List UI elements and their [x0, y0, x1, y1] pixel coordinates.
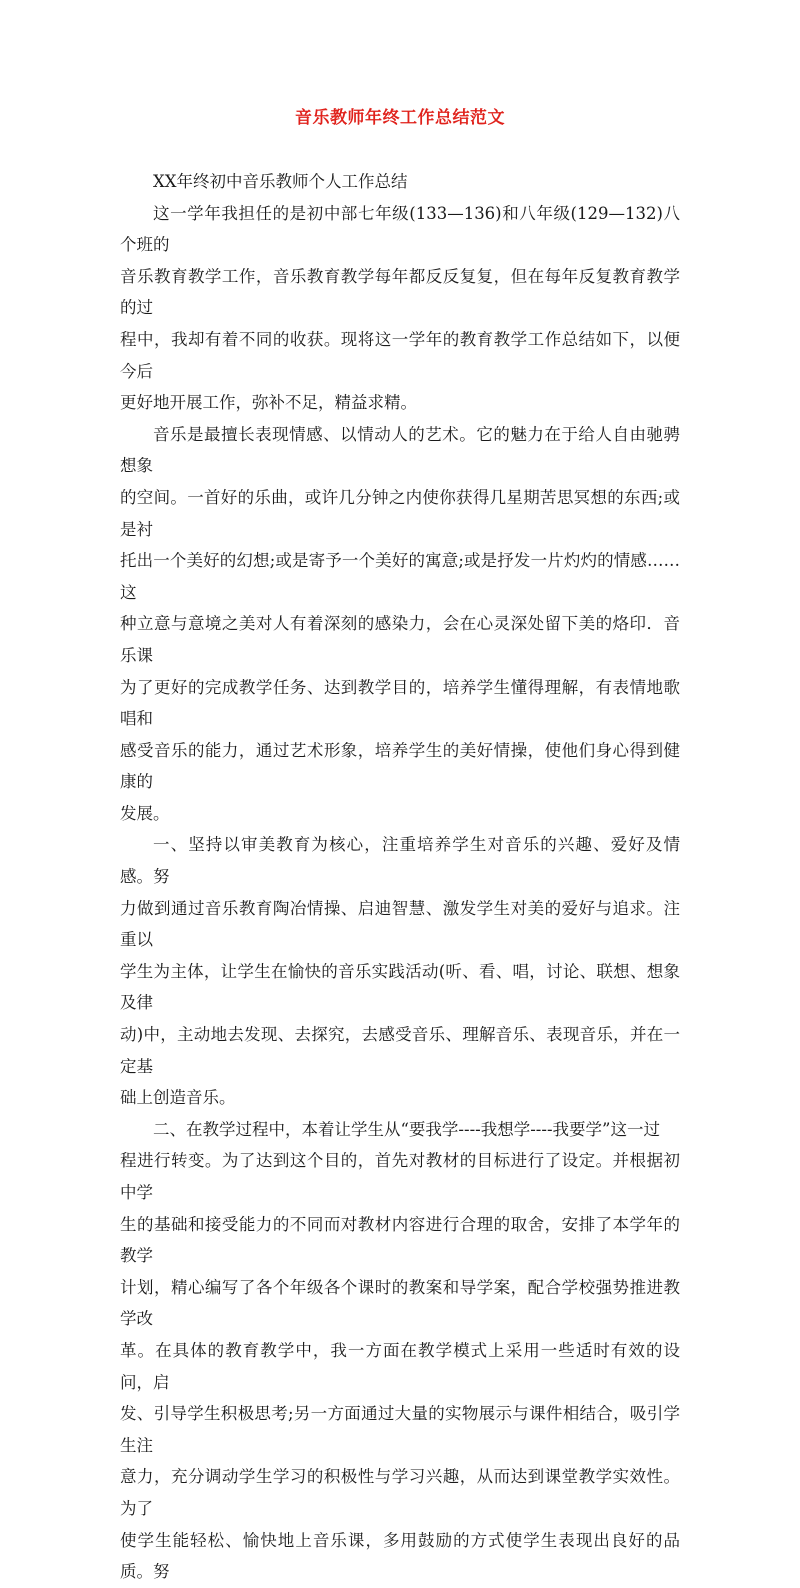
paragraph-section-two: 二、在教学过程中，本着让学生从“要我学----我想学----我要学”这一过 程进行转变。为了达到这个目的，首先对教材的目标进行了设定。并根据初中学 生的基础和接受能力的不同而对教材内容进行合理的取舍，安排了本学年的教学 计划，精心编写了各个年级各个课时的教案和导学案，配合学校强势推进教学改 革。在具体的教育教学中，我一方面在教学模式上采用一些适时有效的设问，启 发、引导学生积极思考;另一方面通过大量的实物展示与课件相结合，吸引学生注 意力，充分调动学生学习的积极性与学习兴趣，从而达到课堂教学实效性。为了 使学生能轻松、愉快地上音乐课，多用鼓励的方式使学生表现出良好的品质。努 — [120, 1119, 680, 1582]
document-title: 音乐教师年终工作总结范文 — [295, 108, 505, 128]
paragraph-intro: 这一学年我担任的是初中部七年级(133—136)和八年级(129—132)八个班的 音乐教育教学工作，音乐教育教学每年都反反复复，但在每年反复教育教学的过 程中，我却有着不同的收获。现将这一学年的教育教学工作总结如下，以便今后 更好地开展工作，弥补不足，精益求精。 — [120, 203, 680, 413]
paragraph-music-art: 音乐是最擅长表现情感、以情动人的艺术。它的魅力在于给人自由驰骋想象 的空间。一首好的乐曲，或许几分钟之内使你获得几星期苦思冥想的东西;或是衬 托出一个美好的幻想;或是寄予一个美好的寓意;或是抒发一片灼灼的情感……这 种立意与意境之美对人有着深刻的感染力，会在心灵深处留下美的烙印．音乐课 为了更好的完成教学任务、达到教学目的，培养学生懂得理解，有表情地歌唱和 感受音乐的能力，通过艺术形象，培养学生的美好情操，使他们身心得到健康的 发展。 — [120, 424, 680, 823]
document-subtitle: XX年终初中音乐教师个人工作总结 — [153, 172, 408, 191]
document-body — [120, 166, 680, 1588]
paragraph-section-one: 一、坚持以审美教育为核心，注重培养学生对音乐的兴趣、爱好及情感。努 力做到通过音乐教育陶冶情操、启迪智慧、激发学生对美的爱好与追求。注重以 学生为主体，让学生在愉快的音乐实践活动(听、看、唱，讨论、联想、想象及律 动)中，主动地去发现、去探究，去感受音乐、理解音乐、表现音乐，并在一定基 础上创造音乐。 — [120, 835, 680, 1108]
